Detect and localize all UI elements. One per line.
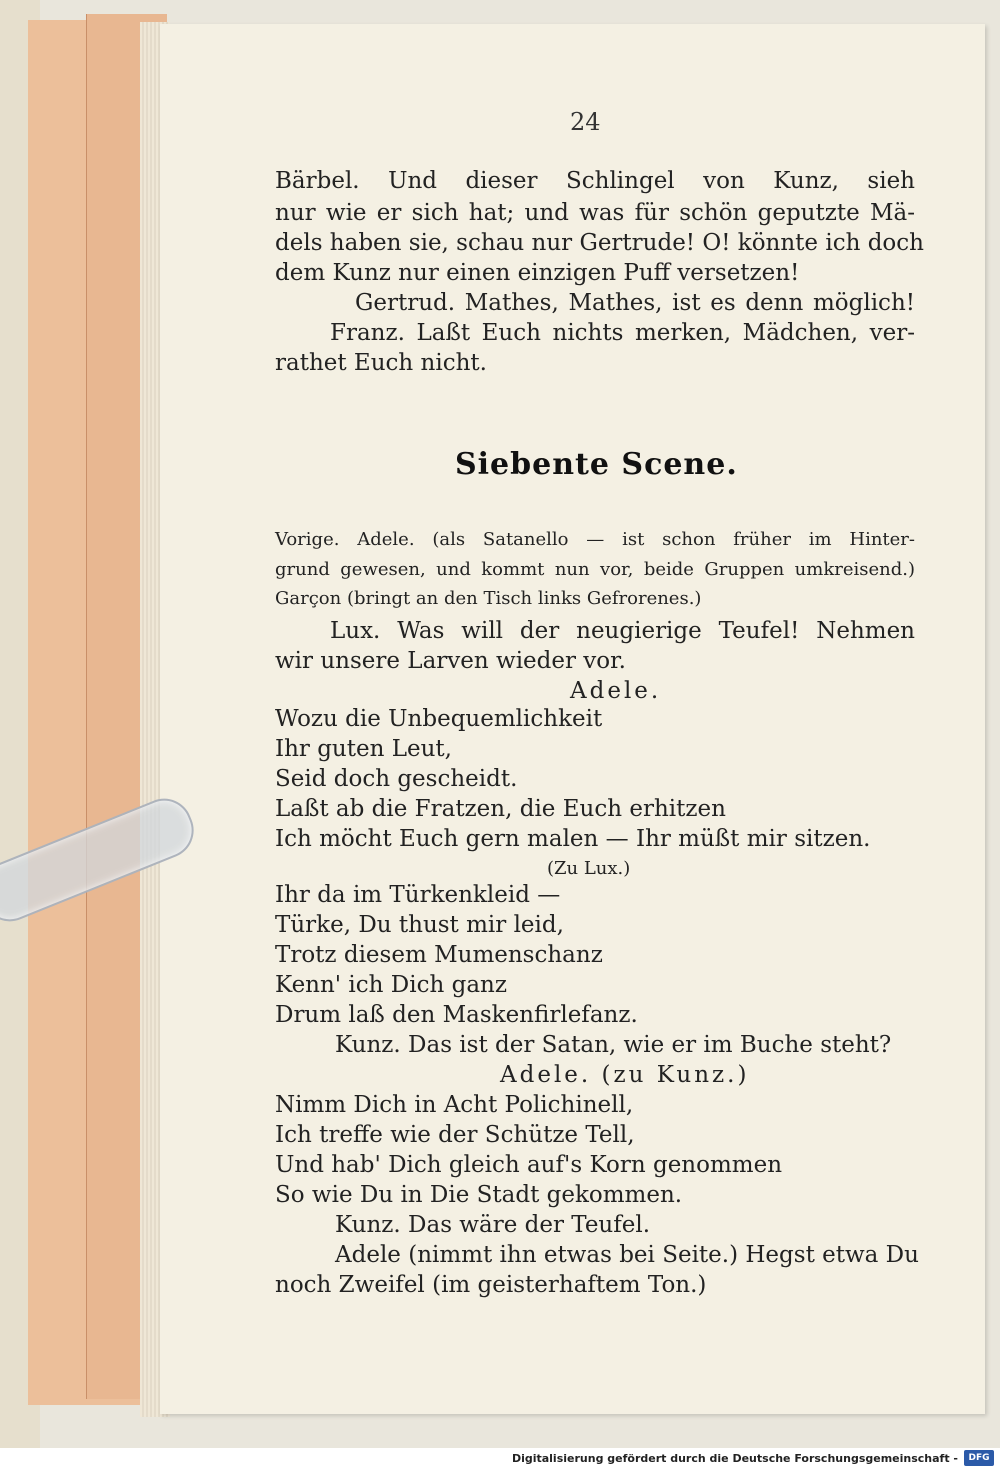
scene-heading: Siebente Scene.	[455, 447, 738, 482]
verse-line: Trotz diesem Mumenschanz	[275, 942, 603, 968]
verse-line: Laßt ab die Fratzen, die Euch erhitzen	[275, 796, 726, 822]
verse-line: Kenn' ich Dich ganz	[275, 972, 507, 998]
text-line: Gertrud. Mathes, Mathes, ist es denn möglich!	[355, 290, 915, 316]
text-line: Garçon (bringt an den Tisch links Gefrorenes.)	[275, 588, 702, 609]
text-line: Kunz. Das wäre der Teufel.	[335, 1212, 651, 1238]
text-line: Bärbel. Und dieser Schlingel von Kunz, sieh	[275, 168, 915, 194]
verse-line: Türke, Du thust mir leid,	[275, 912, 564, 938]
stage-direction: (Zu Lux.)	[547, 858, 631, 879]
funding-credit: Digitalisierung gefördert durch die Deutsche Forschungsgemeinschaft -	[511, 1452, 958, 1465]
text-line: dem Kunz nur einen einzigen Puff versetzen!	[275, 260, 800, 286]
text-line: rathet Euch nicht.	[275, 350, 487, 376]
speaker-label: Adele. (zu Kunz.)	[500, 1062, 750, 1088]
speaker-label: Adele.	[570, 678, 662, 704]
verse-line: Und hab' Dich gleich auf's Korn genommen	[275, 1152, 783, 1178]
verse-line: Seid doch gescheidt.	[275, 766, 518, 792]
verse-line: So wie Du in Die Stadt gekommen.	[275, 1182, 683, 1208]
text-line: Vorige. Adele. (als Satanello — ist schon früher im Hinter-	[275, 529, 915, 550]
dfg-logo: DFG	[964, 1450, 994, 1466]
verse-line: Wozu die Unbequemlichkeit	[275, 706, 603, 732]
text-line: Adele (nimmt ihn etwas bei Seite.) Hegst etwa Du	[335, 1242, 919, 1268]
verse-line: Ihr guten Leut,	[275, 736, 452, 762]
verse-line: Nimm Dich in Acht Polichinell,	[275, 1092, 634, 1118]
text-line: Kunz. Das ist der Satan, wie er im Buche steht?	[335, 1032, 892, 1058]
text-line: noch Zweifel (im geisterhaftem Ton.)	[275, 1272, 707, 1298]
text-line: grund gewesen, und kommt nun vor, beide Gruppen umkreisend.)	[275, 559, 915, 580]
text-line: nur wie er sich hat; und was für schön geputzte Mä-	[275, 200, 915, 226]
text-line: Lux. Was will der neugierige Teufel! Nehmen	[330, 618, 915, 644]
verse-line: Ich treffe wie der Schütze Tell,	[275, 1122, 635, 1148]
page-number: 24	[570, 108, 601, 136]
text-line: dels haben sie, schau nur Gertrude! O! könnte ich doch	[275, 230, 924, 256]
verse-line: Drum laß den Maskenfirlefanz.	[275, 1002, 638, 1028]
text-line: wir unsere Larven wieder vor.	[275, 648, 626, 674]
verse-line: Ich möcht Euch gern malen — Ihr müßt mir sitzen.	[275, 826, 871, 852]
verse-line: Ihr da im Türkenkleid —	[275, 882, 561, 908]
text-line: Franz. Laßt Euch nichts merken, Mädchen, ver-	[330, 320, 915, 346]
